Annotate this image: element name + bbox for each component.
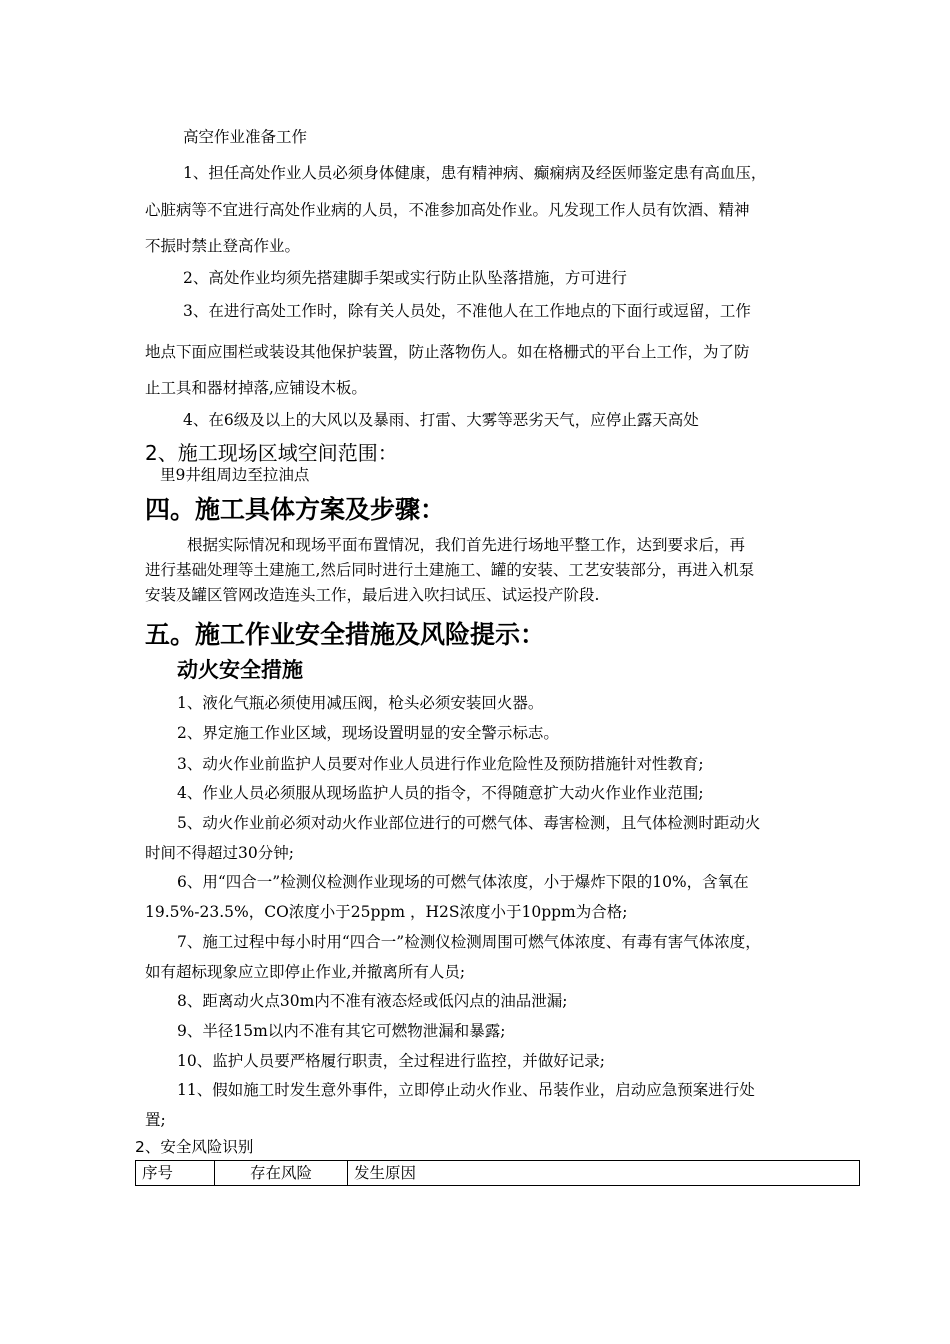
- table-header-row: [136, 1161, 860, 1186]
- measure-line: 时间不得超过30分钟;: [145, 844, 294, 862]
- measure-line: 7、施工过程中每小时用“四合一”检测仪检测周围可燃气体浓度、有毒有害气体浓度，: [177, 933, 761, 951]
- measure-line: 5、动火作业前必须对动火作业部位进行的可燃气体、毒害检测，且气体检测时距动火: [177, 814, 761, 832]
- measure-line: 8、距离动火点30m内不准有液态烃或低闪点的油品泄漏;: [177, 992, 568, 1010]
- paragraph-line: 止工具和器材掉落,应铺设木板。: [145, 379, 367, 397]
- table-header-cell: 序号: [136, 1161, 215, 1186]
- measure-line: 1、液化气瓶必须使用减压阀，枪头必须安装回火器。: [177, 694, 544, 712]
- paragraph-line: 不振时禁止登高作业。: [145, 237, 301, 255]
- paragraph-line: 2、高处作业均须先搭建脚手架或实行防止队坠落措施，方可进行: [183, 269, 627, 287]
- table-header-cell: 存在风险: [215, 1161, 348, 1186]
- paragraph-line: 进行基础处理等土建施工,然后同时进行土建施工、罐的安装、工艺安装部分，再进入机泵: [145, 561, 755, 579]
- site-scope-heading: 2、施工现场区域空间范围：: [145, 441, 398, 465]
- paragraph-line: 地点下面应围栏或装设其他保护装置，防止落物伤人。如在格栅式的平台上工作，为了防: [145, 343, 750, 361]
- paragraph-line: 3、在进行高处工作时，除有关人员处，不准他人在工作地点的下面行或逗留，工作: [183, 302, 751, 320]
- measure-line: 如有超标现象应立即停止作业,并撤离所有人员;: [145, 963, 466, 981]
- measure-line: 9、半径15m以内不准有其它可燃物泄漏和暴露;: [177, 1022, 506, 1040]
- measure-line: 6、用“四合一”检测仪检测作业现场的可燃气体浓度，小于爆炸下限的10%，含氧在: [177, 873, 749, 891]
- risk-table: [135, 1160, 860, 1186]
- site-scope-text: 里9井组周边至拉油点: [160, 466, 310, 484]
- fire-safety-subheading: 动火安全措施: [177, 658, 303, 682]
- measure-line: 11、假如施工时发生意外事件，立即停止动火作业、吊装作业，启动应急预案进行处: [177, 1081, 755, 1099]
- measure-line: 4、作业人员必须服从现场监护人员的指令，不得随意扩大动火作业作业范围;: [177, 784, 704, 802]
- paragraph-line: 心脏病等不宜进行高处作业病的人员，不准参加高处作业。凡发现工作人员有饮酒、精神: [145, 201, 750, 219]
- height-prep-title: 高空作业准备工作: [183, 128, 308, 146]
- measure-line: 2、界定施工作业区域，现场设置明显的安全警示标志。: [177, 724, 559, 742]
- measure-line: 3、动火作业前监护人员要对作业人员进行作业危险性及预防措施针对性教育;: [177, 755, 704, 773]
- section5-heading: 五。施工作业安全措施及风险提示：: [145, 620, 546, 649]
- paragraph-line: 根据实际情况和现场平面布置情况，我们首先进行场地平整工作，达到要求后，再: [187, 536, 746, 554]
- paragraph-line: 安装及罐区管网改造连头工作，最后进入吹扫试压、试运投产阶段.: [145, 586, 600, 604]
- measure-line: 10、监护人员要严格履行职责，全过程进行监控，并做好记录;: [177, 1052, 605, 1070]
- paragraph-line: 1、担任高处作业人员必须身体健康，患有精神病、癫痫病及经医师鉴定患有高血压，: [183, 164, 767, 182]
- measure-line: 置;: [145, 1111, 166, 1129]
- measure-line: 19.5%-23.5%，CO浓度小于25ppm ，H2S浓度小于10ppm为合格;: [145, 903, 628, 921]
- risk-identification-title: 2、安全风险识别: [135, 1138, 254, 1156]
- paragraph-line: 4、在6级及以上的大风以及暴雨、打雷、大雾等恶劣天气，应停止露天高处: [183, 411, 699, 429]
- table-header-cell: 发生原因: [348, 1161, 860, 1186]
- section4-heading: 四。施工具体方案及步骤：: [145, 495, 446, 524]
